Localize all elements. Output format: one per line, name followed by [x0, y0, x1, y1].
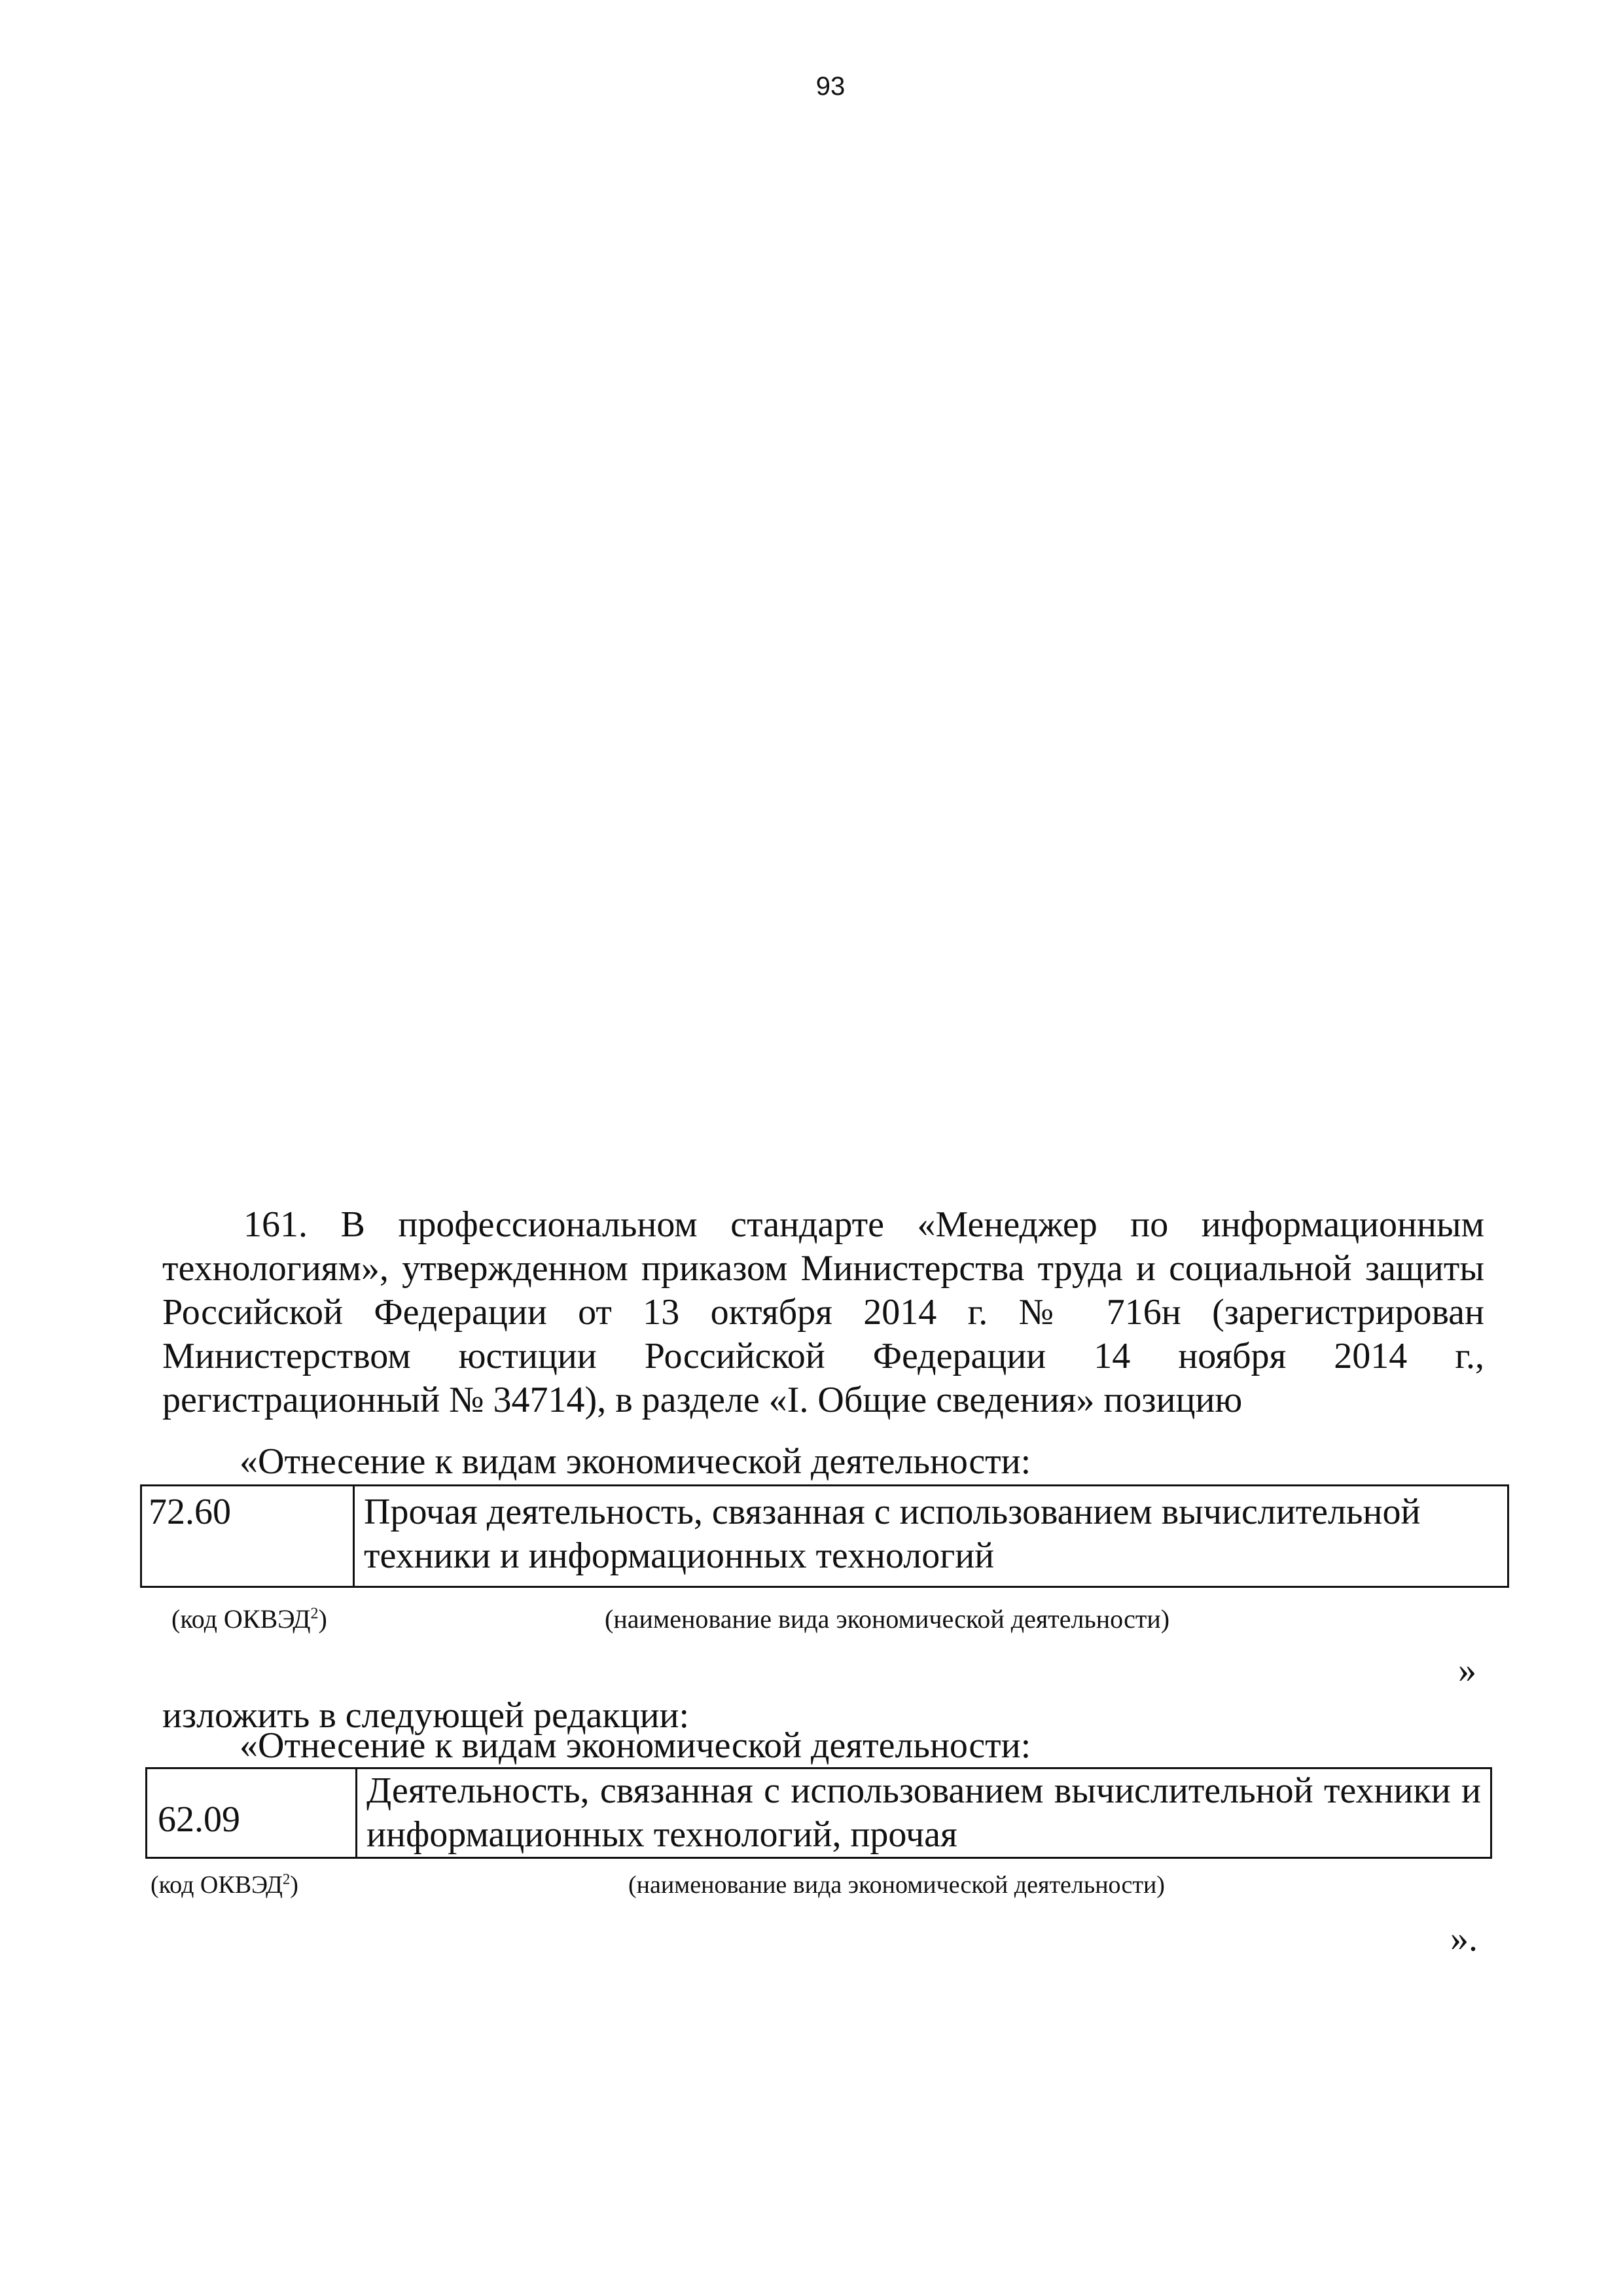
replace-instruction: изложить в следующей редакции: [162, 1695, 690, 1736]
old-caption-code [171, 1604, 327, 1634]
old-closing-quote: » [1458, 1650, 1476, 1691]
old-caption-name: (наименование вида экономической деятельности) [605, 1604, 1170, 1634]
caption-code-close: ) [318, 1604, 327, 1634]
table-row [147, 1768, 1491, 1858]
okved-code-cell: 62.09 [147, 1768, 357, 1858]
caption-code-text: (код ОКВЭД [171, 1604, 311, 1634]
table-row [141, 1486, 1508, 1587]
activity-name-cell: Прочая деятельность, связанная с использованием вычислительной техники и информационных технологий [354, 1486, 1508, 1587]
new-closing-quote: ». [1450, 1918, 1478, 1959]
okved-code-cell: 72.60 [141, 1486, 354, 1587]
position-heading-old: «Отнесение к видам экономической деятельности: [240, 1441, 1031, 1482]
new-caption-code [151, 1871, 298, 1899]
activity-name-cell: Деятельность, связанная с использованием вычислительной техники и информационных технологий, прочая [357, 1768, 1491, 1858]
item-161-paragraph: 161. В профессиональном стандарте «Менеджер по информационным технологиям», утвержденном приказом Министерства труда и социальной защиты Российской Федерации от 13 октября 2014 г. № 716н (зарегистрирован Министерством юстиции Российской Федерации 14 ноября 2014 г., регистрационный № 34714), в разделе «I. Общие сведения» позицию [162, 1204, 1484, 1420]
new-caption-name: (наименование вида экономической деятельности) [628, 1871, 1165, 1899]
caption-code-text: (код ОКВЭД [151, 1871, 283, 1899]
caption-code-close: ) [290, 1871, 298, 1899]
footnote-marker: 2 [282, 1871, 291, 1888]
new-okved-table [145, 1767, 1492, 1859]
position-heading-new: «Отнесение к видам экономической деятельности: [240, 1725, 1031, 1766]
page-number: 93 [815, 72, 846, 101]
footnote-marker: 2 [310, 1605, 319, 1623]
old-okved-table [140, 1484, 1509, 1588]
